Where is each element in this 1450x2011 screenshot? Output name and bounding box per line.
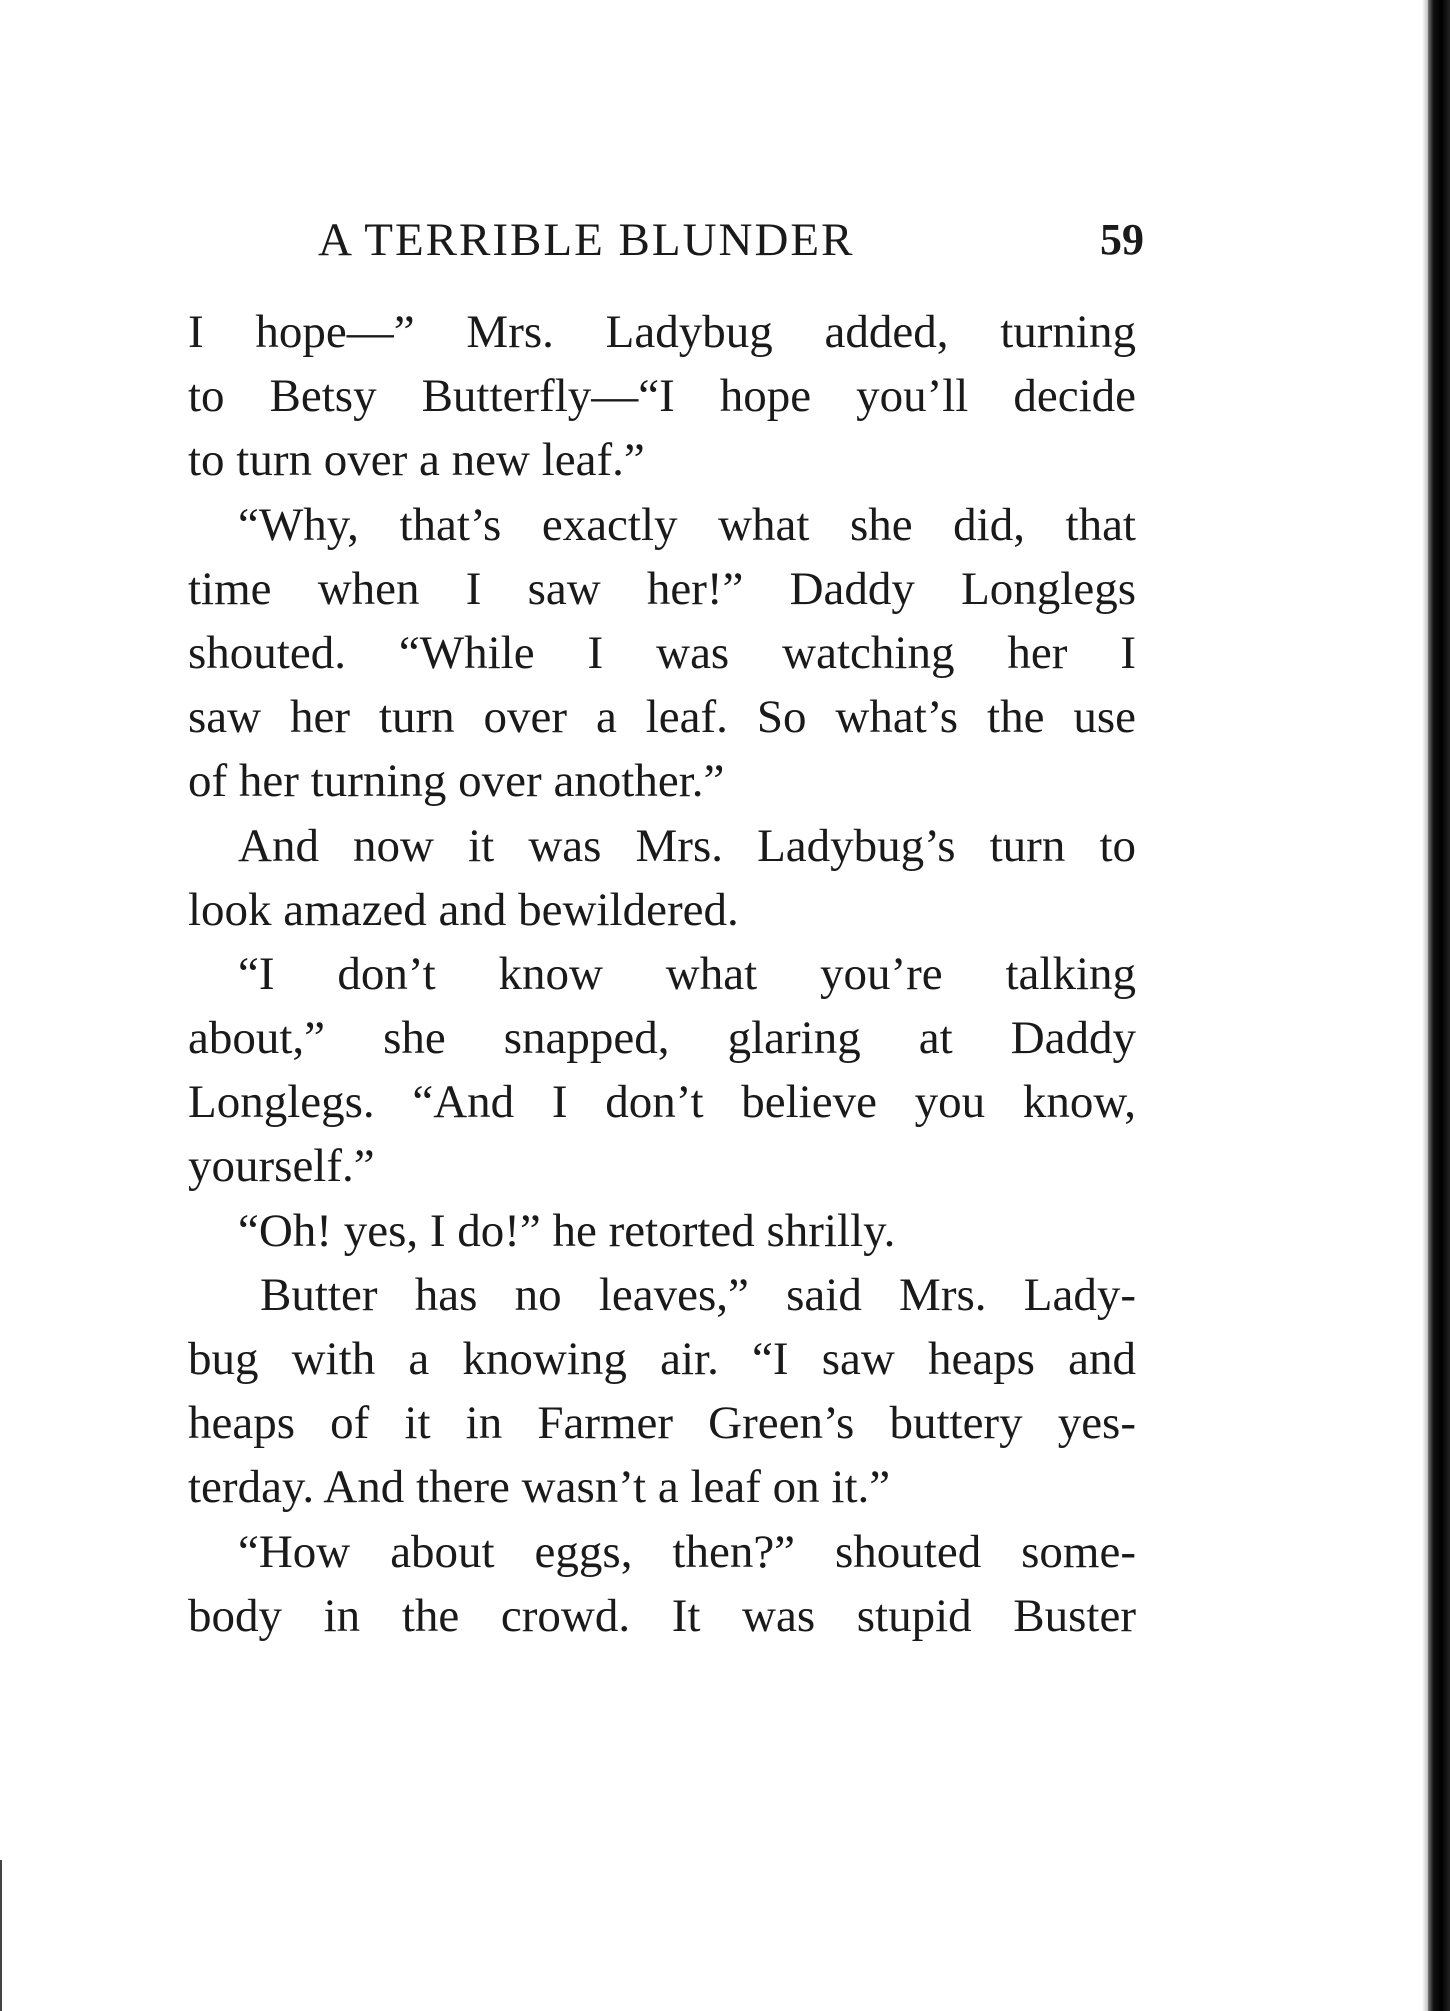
- text-line: I hope—” Mrs. Ladybug added, turning: [188, 306, 1136, 358]
- running-head: A TERRIBLE BLUNDER: [318, 214, 855, 266]
- text-line: look amazed and bewildered.: [188, 883, 739, 936]
- text-line: of her turning over another.”: [188, 755, 725, 808]
- text-line: time when I saw her!” Daddy Longlegs: [188, 562, 1136, 615]
- text-line: to Betsy Butterfly—“I hope you’ll decide: [188, 370, 1136, 423]
- text-line: yourself.”: [188, 1140, 375, 1193]
- text-line: And now it was Mrs. Ladybug’s turn to: [238, 819, 1136, 872]
- text-line: “Why, that’s exactly what she did, that: [238, 498, 1136, 551]
- text-line: about,” she snapped, glaring at Daddy: [188, 1012, 1136, 1065]
- text-line: Longlegs. “And I don’t believe you know,: [188, 1076, 1136, 1129]
- page-header: [318, 208, 1144, 272]
- text-line: body in the crowd. It was stupid Buster: [188, 1589, 1136, 1642]
- text-line: Butter has no leaves,” said Mrs. Lady-: [260, 1268, 1136, 1321]
- text-line: shouted. “While I was watching her I: [188, 626, 1136, 679]
- page-edge-mark: [0, 1860, 2, 2011]
- text-line: terday. And there wasn’t a leaf on it.”: [188, 1461, 891, 1514]
- page-number: 59: [1100, 215, 1144, 264]
- text-line: “Oh! yes, I do!” he retorted shrilly.: [238, 1204, 896, 1257]
- body-text: [188, 300, 1136, 1648]
- text-line: “I don’t know what you’re talking: [238, 947, 1136, 1000]
- binding-edge: [1428, 0, 1450, 2011]
- text-line: to turn over a new leaf.”: [188, 434, 645, 487]
- text-line: “How about eggs, then?” shouted some-: [238, 1525, 1136, 1578]
- text-line: heaps of it in Farmer Green’s buttery yes-: [188, 1397, 1136, 1450]
- text-line: bug with a knowing air. “I saw heaps and: [188, 1333, 1136, 1385]
- text-line: saw her turn over a leaf. So what’s the use: [188, 691, 1136, 744]
